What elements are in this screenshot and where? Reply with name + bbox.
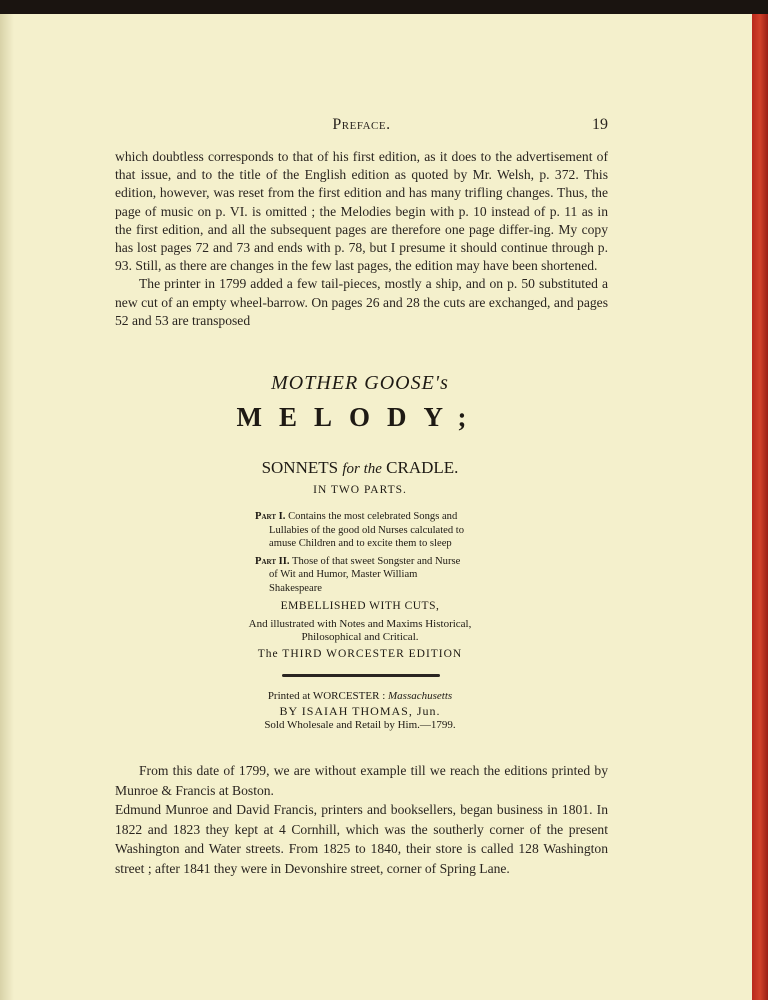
embellished: EMBELLISHED WITH CUTS,	[280, 600, 440, 612]
printed-at	[245, 690, 475, 702]
part-text: Contains the most celebrated Songs and Lullabies of the good old Nurses calculated to amuse Children and to excite them to sleep	[269, 511, 465, 549]
part-label: Part I.	[255, 511, 286, 522]
part-text: Those of that sweet Songster and Nurse of Wit and Humor, Master William Shakespeare	[269, 555, 461, 594]
illustrated: And illustrated with Notes and Maxims Historical, Philosophical and Critical.	[248, 618, 472, 643]
facsimile-title-2: MELODY;	[236, 402, 484, 432]
body-text-top	[115, 148, 608, 330]
subtitle-part: CRADLE.	[381, 458, 459, 477]
printed-text: Printed at WORCESTER :	[267, 690, 388, 702]
part-1	[255, 510, 465, 551]
paragraph: From this date of 1799, we are without example till we reach the editions printed by Munroe & Francis at Boston.	[115, 763, 608, 798]
in-two-parts: IN TWO PARTS.	[313, 484, 407, 496]
page-gutter	[0, 14, 14, 1000]
body-text-bottom	[115, 761, 608, 878]
paragraph: The printer in 1799 added a few tail-pieces, mostly a ship, and on p. 50 substituted a new cut of an empty wheel-barrow. On pages 26 and 28 the cuts are exchanged, and pages 52 and 53 are transposed	[115, 276, 608, 328]
red-page-edge	[752, 14, 768, 1000]
paragraph: Edmund Munroe and David Francis, printers and booksellers, began business in 1801. In 1822 and 1823 they kept at 4 Cornhill, which was the southerly corner of the present Washington and Water streets. From 1825 to 1840, their store is called 128 Washington street ; after 1841 they were in Devonshire street, corner of Spring Lane.	[115, 802, 608, 876]
page-number: 19	[592, 116, 608, 133]
part-2	[255, 555, 465, 596]
sold-line: Sold Wholesale and Retail by Him.—1799.	[264, 719, 456, 731]
header-title: Preface.	[332, 116, 391, 133]
facsimile-title-1: MOTHER GOOSE's	[271, 372, 449, 394]
printed-place: Massachusetts	[388, 690, 453, 702]
parts-list	[255, 510, 465, 599]
subtitle-part: for the	[342, 461, 382, 477]
printer: BY ISAIAH THOMAS, Jun.	[279, 704, 441, 718]
running-header	[115, 116, 608, 136]
part-label: Part II.	[255, 555, 290, 567]
subtitle-part: SONNETS	[261, 458, 343, 477]
facsimile-subtitle	[240, 458, 480, 478]
divider-rule	[282, 674, 440, 677]
edition: The THIRD WORCESTER EDITION	[257, 648, 463, 660]
paragraph: which doubtless corresponds to that of his first edition, as it does to the advertisement of that issue, and to the title of the English edition as quoted by Mr. Welsh, p. 372. This edition, however, was reset from the first edition and has many trifling changes. Thus, the page of music on p. VI. is omitted ; the Melodies begin with p. 10 instead of p. 11 as in the first edition, and all the subsequent pages are therefore one page differ-ing. My copy has lost pages 72 and 73 and ends with p. 78, but I presume it should continue through p. 93. Still, as there are changes in the few last pages, the edition may have been shortened.	[115, 149, 608, 274]
